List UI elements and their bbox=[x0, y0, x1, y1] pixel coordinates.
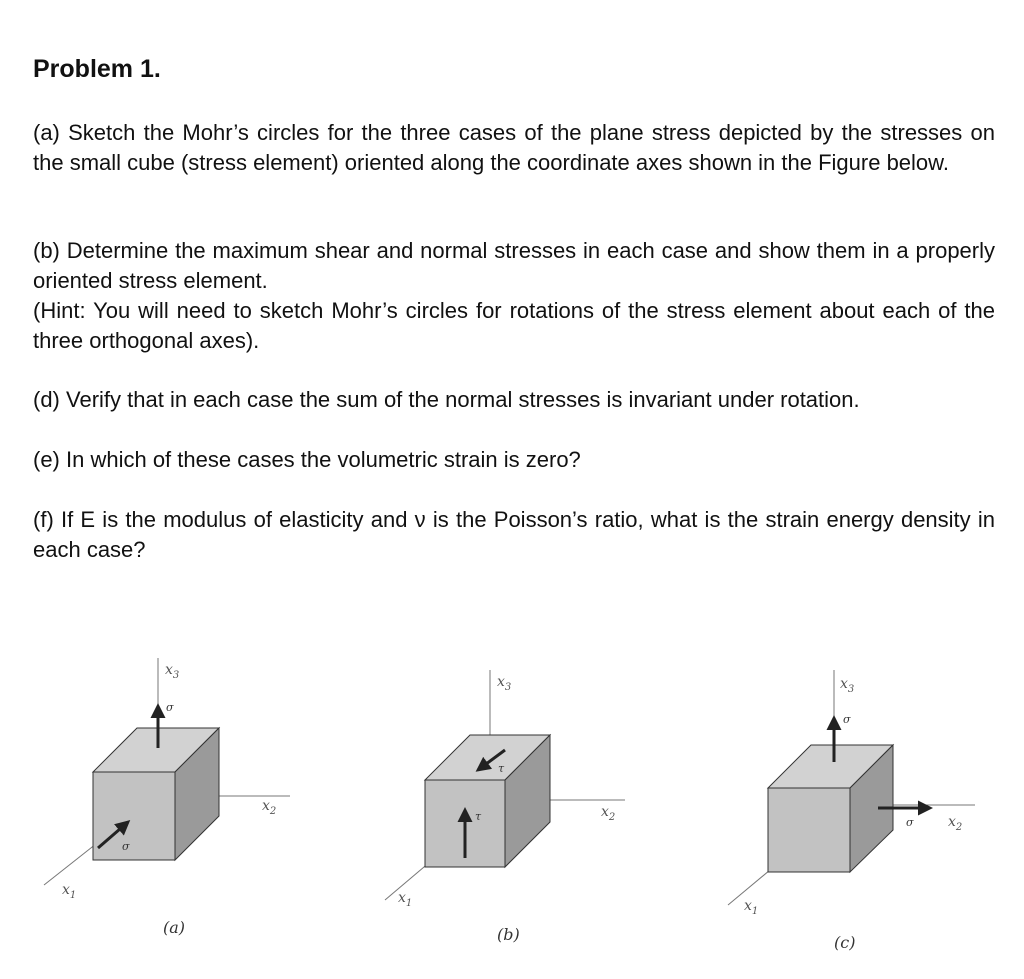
caption-a: (a) bbox=[163, 918, 186, 937]
stress-cube-a bbox=[44, 658, 290, 937]
part-a-text: (a) Sketch the Mohr’s circles for the three cases of the plane stress depicted by the stresses on the small cube (stress element) oriented along the coordinate axes shown in the Figure below. bbox=[33, 120, 995, 175]
part-e-text: (e) In which of these cases the volumetric strain is zero? bbox=[33, 447, 581, 472]
tau-label-front-b: τ bbox=[475, 810, 482, 823]
x3-label-c: $x_3$ bbox=[840, 676, 855, 695]
caption-b: (b) bbox=[497, 925, 520, 944]
x1-label-b: $x_1$ bbox=[398, 890, 413, 909]
cube-front-face-c bbox=[768, 788, 850, 872]
x2-label-c: $x_2$ bbox=[948, 814, 963, 833]
cube-front-face-a bbox=[93, 772, 175, 860]
stress-cube-c bbox=[728, 670, 975, 952]
part-b-text: (b) Determine the maximum shear and normal stresses in each case and show them in a properly oriented stress element. bbox=[33, 238, 995, 293]
problem-title: Problem 1. bbox=[33, 55, 161, 83]
x2-label-b: $x_2$ bbox=[601, 804, 616, 823]
sigma-label-side-c: σ bbox=[906, 816, 914, 829]
x3-label-a: $x_3$ bbox=[165, 662, 180, 681]
stress-element-figure bbox=[0, 600, 1024, 970]
part-d-text: (d) Verify that in each case the sum of the normal stresses is invariant under rotation. bbox=[33, 387, 860, 412]
sigma-label-top-c: σ bbox=[843, 713, 851, 726]
stress-cube-b bbox=[385, 670, 625, 944]
sigma-label-top-a: σ bbox=[166, 701, 174, 714]
sigma-label-front-a: σ bbox=[122, 840, 130, 853]
caption-c: (c) bbox=[834, 933, 856, 952]
x2-label-a: $x_2$ bbox=[262, 798, 277, 817]
x1-label-c: $x_1$ bbox=[744, 898, 759, 917]
part-b-hint: (Hint: You will need to sketch Mohr’s circles for rotations of the stress element about each of the three orthogonal axes). bbox=[33, 298, 995, 353]
x1-label-a: $x_1$ bbox=[62, 882, 77, 901]
part-f-text: (f) If E is the modulus of elasticity and ν is the Poisson’s ratio, what is the strain energy density in each case? bbox=[33, 507, 995, 562]
tau-label-top-b: τ bbox=[498, 762, 505, 775]
x3-label-b: $x_3$ bbox=[497, 674, 512, 693]
